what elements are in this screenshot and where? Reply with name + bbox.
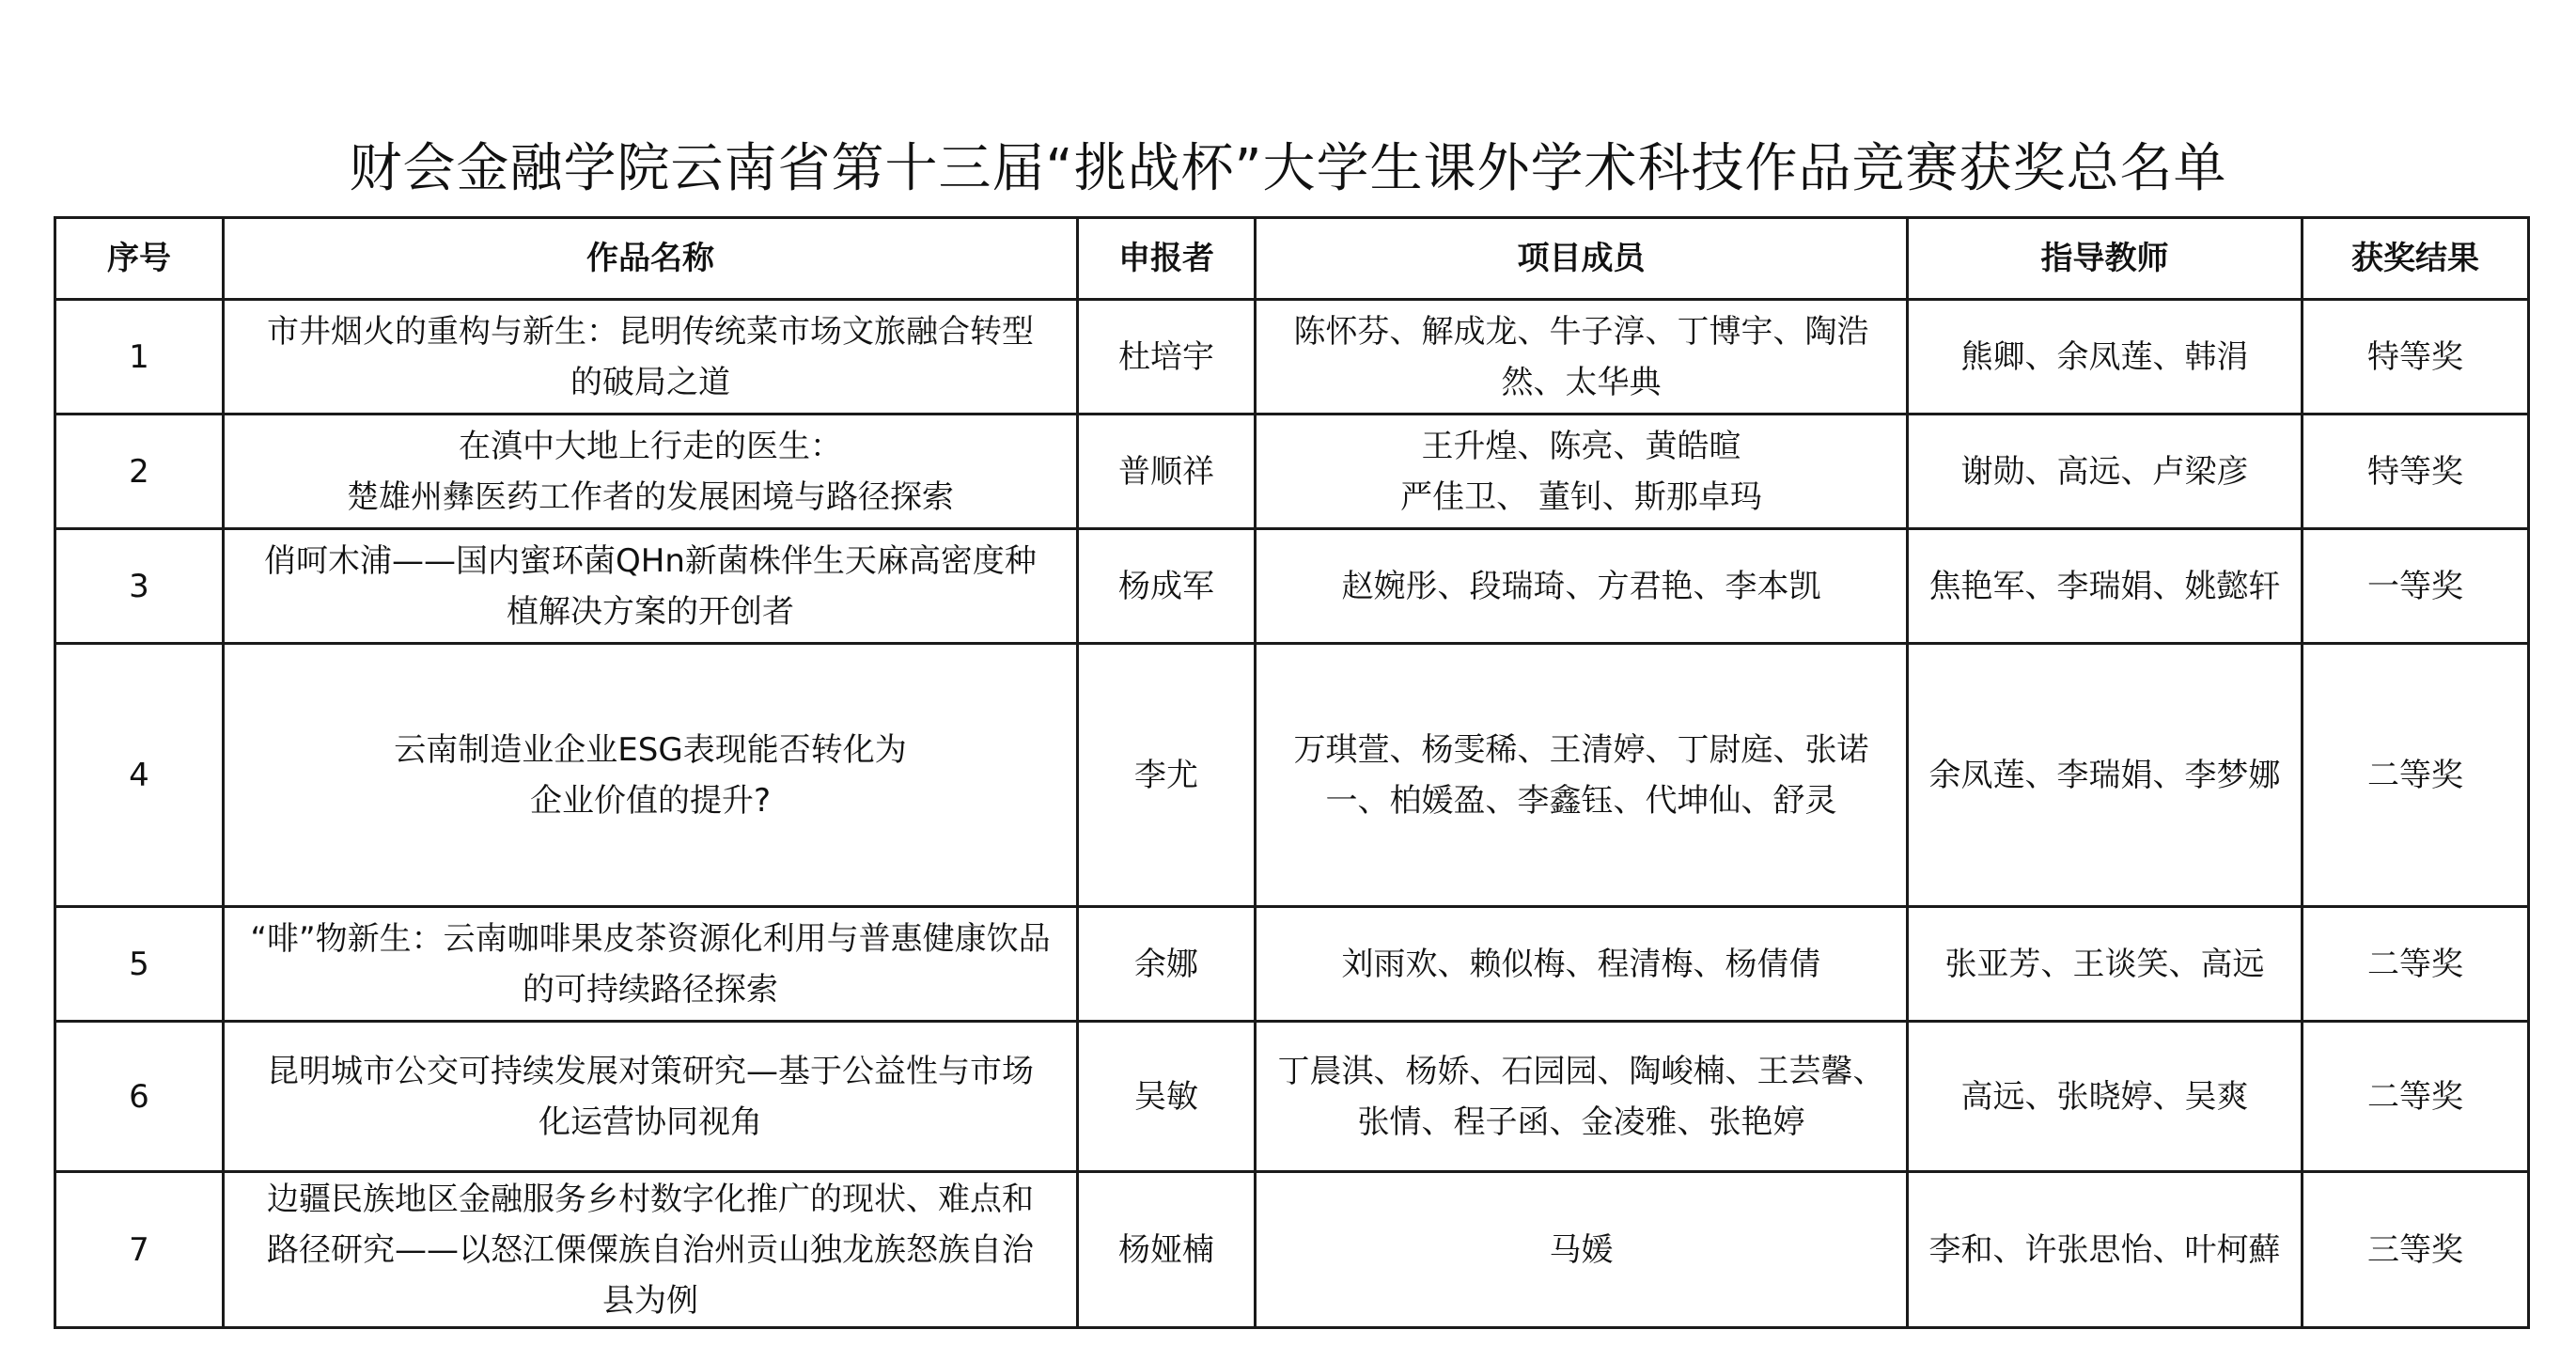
cell-members <box>1256 415 1908 529</box>
table-row <box>55 529 2529 644</box>
cell-advisors: 高远、张晓婷、吴爽 <box>1908 1022 2303 1172</box>
cell-advisors: 余凤莲、李瑞娟、李梦娜 <box>1908 644 2303 907</box>
cell-work-line: 的可持续路径探索 <box>523 970 778 1009</box>
cell-applicant: 吴敏 <box>1078 1022 1256 1172</box>
cell-result: 二等奖 <box>2303 907 2529 1022</box>
header-result: 获奖结果 <box>2303 218 2529 300</box>
cell-work-line: 县为例 <box>602 1281 698 1320</box>
cell-advisors: 焦艳军、李瑞娟、姚懿轩 <box>1908 529 2303 644</box>
cell-work-line: 植解决方案的开创者 <box>507 592 794 631</box>
cell-members-line: 马媛 <box>1549 1230 1614 1269</box>
cell-work-line: 路径研究——以怒江傈僳族自治州贡山独龙族怒族自治 <box>267 1230 1034 1269</box>
cell-index: 5 <box>55 907 224 1022</box>
cell-index: 1 <box>55 300 224 415</box>
header-work: 作品名称 <box>224 218 1078 300</box>
cell-applicant: 余娜 <box>1078 907 1256 1022</box>
cell-work <box>224 415 1078 529</box>
cell-members <box>1256 529 1908 644</box>
cell-members-line: 一、柏媛盈、李鑫钰、代坤仙、舒灵 <box>1325 781 1837 820</box>
cell-members-line: 然、太华典 <box>1501 363 1662 401</box>
cell-members <box>1256 1022 1908 1172</box>
cell-work-line: 在滇中大地上行走的医生： <box>459 427 842 465</box>
cell-index: 2 <box>55 415 224 529</box>
table-row <box>55 300 2529 415</box>
table-row <box>55 644 2529 907</box>
cell-members <box>1256 907 1908 1022</box>
cell-result: 三等奖 <box>2303 1172 2529 1328</box>
cell-work-line: 企业价值的提升? <box>529 781 772 820</box>
cell-index: 4 <box>55 644 224 907</box>
cell-work-line: 化运营协同视角 <box>539 1103 762 1141</box>
cell-work <box>224 300 1078 415</box>
cell-members-line: 王升煌、陈亮、黄皓暄 <box>1421 427 1741 465</box>
cell-advisors: 熊卿、余凤莲、韩涓 <box>1908 300 2303 415</box>
cell-members <box>1256 300 1908 415</box>
cell-result: 特等奖 <box>2303 415 2529 529</box>
header-row <box>55 218 2529 300</box>
table-row <box>55 1172 2529 1328</box>
cell-members-line: 刘雨欢、赖似梅、程清梅、杨倩倩 <box>1341 945 1821 983</box>
cell-work-line: “啡”物新生：云南咖啡果皮茶资源化利用与普惠健康饮品 <box>250 919 1051 958</box>
cell-applicant: 杨娅楠 <box>1078 1172 1256 1328</box>
cell-members-line: 严佳卫、 董钊、斯那卓玛 <box>1400 477 1762 516</box>
cell-applicant: 杨成军 <box>1078 529 1256 644</box>
header-index: 序号 <box>55 218 224 300</box>
cell-members-line: 丁晨淇、杨娇、石园园、陶峻楠、王芸馨、 <box>1277 1052 1885 1090</box>
cell-applicant: 李尤 <box>1078 644 1256 907</box>
header-applicant: 申报者 <box>1078 218 1256 300</box>
cell-index: 7 <box>55 1172 224 1328</box>
cell-applicant: 杜培宇 <box>1078 300 1256 415</box>
cell-work-line: 昆明城市公交可持续发展对策研究—基于公益性与市场 <box>267 1052 1034 1090</box>
cell-work-line: 边疆民族地区金融服务乡村数字化推广的现状、难点和 <box>267 1180 1034 1218</box>
cell-work <box>224 644 1078 907</box>
cell-work-line: 云南制造业企业ESG表现能否转化为 <box>394 730 907 769</box>
cell-work <box>224 529 1078 644</box>
cell-applicant: 普顺祥 <box>1078 415 1256 529</box>
header-members: 项目成员 <box>1256 218 1908 300</box>
cell-work-line: 的破局之道 <box>570 363 730 401</box>
cell-advisors: 张亚芳、王谈笑、高远 <box>1908 907 2303 1022</box>
awards-table <box>54 216 2530 1329</box>
cell-members <box>1256 644 1908 907</box>
cell-index: 3 <box>55 529 224 644</box>
cell-result: 二等奖 <box>2303 1022 2529 1172</box>
cell-work <box>224 1172 1078 1328</box>
cell-work-line: 楚雄州彝医药工作者的发展困境与路径探索 <box>347 477 954 516</box>
page-title: 财会金融学院云南省第十三届“挑战杯”大学生课外学术科技作品竞赛获奖总名单 <box>349 137 2227 199</box>
cell-advisors: 李和、许张思怡、叶柯蘚 <box>1908 1172 2303 1328</box>
table-row <box>55 1022 2529 1172</box>
cell-index: 6 <box>55 1022 224 1172</box>
header-advisors: 指导教师 <box>1908 218 2303 300</box>
cell-members <box>1256 1172 1908 1328</box>
cell-result: 特等奖 <box>2303 300 2529 415</box>
cell-work <box>224 907 1078 1022</box>
cell-members-line: 万琪萱、杨雯稀、王清婷、丁尉庭、张诺 <box>1293 730 1869 769</box>
cell-work-line: 市井烟火的重构与新生：昆明传统菜市场文旅融合转型 <box>267 312 1034 351</box>
table-row <box>55 907 2529 1022</box>
cell-members-line: 赵婉彤、段瑞琦、方君艳、李本凯 <box>1341 567 1821 605</box>
cell-members-line: 陈怀芬、解成龙、牛子淳、丁博宇、陶浩 <box>1293 312 1869 351</box>
cell-result: 一等奖 <box>2303 529 2529 644</box>
cell-work <box>224 1022 1078 1172</box>
cell-members-line: 张情、程子函、金凌雅、张艳婷 <box>1357 1103 1805 1141</box>
cell-advisors: 谢勋、高远、卢梁彦 <box>1908 415 2303 529</box>
table-row <box>55 415 2529 529</box>
cell-work-line: 俏呵木浦——国内蜜环菌QHn新菌株伴生天麻高密度种 <box>264 541 1037 580</box>
cell-result: 二等奖 <box>2303 644 2529 907</box>
